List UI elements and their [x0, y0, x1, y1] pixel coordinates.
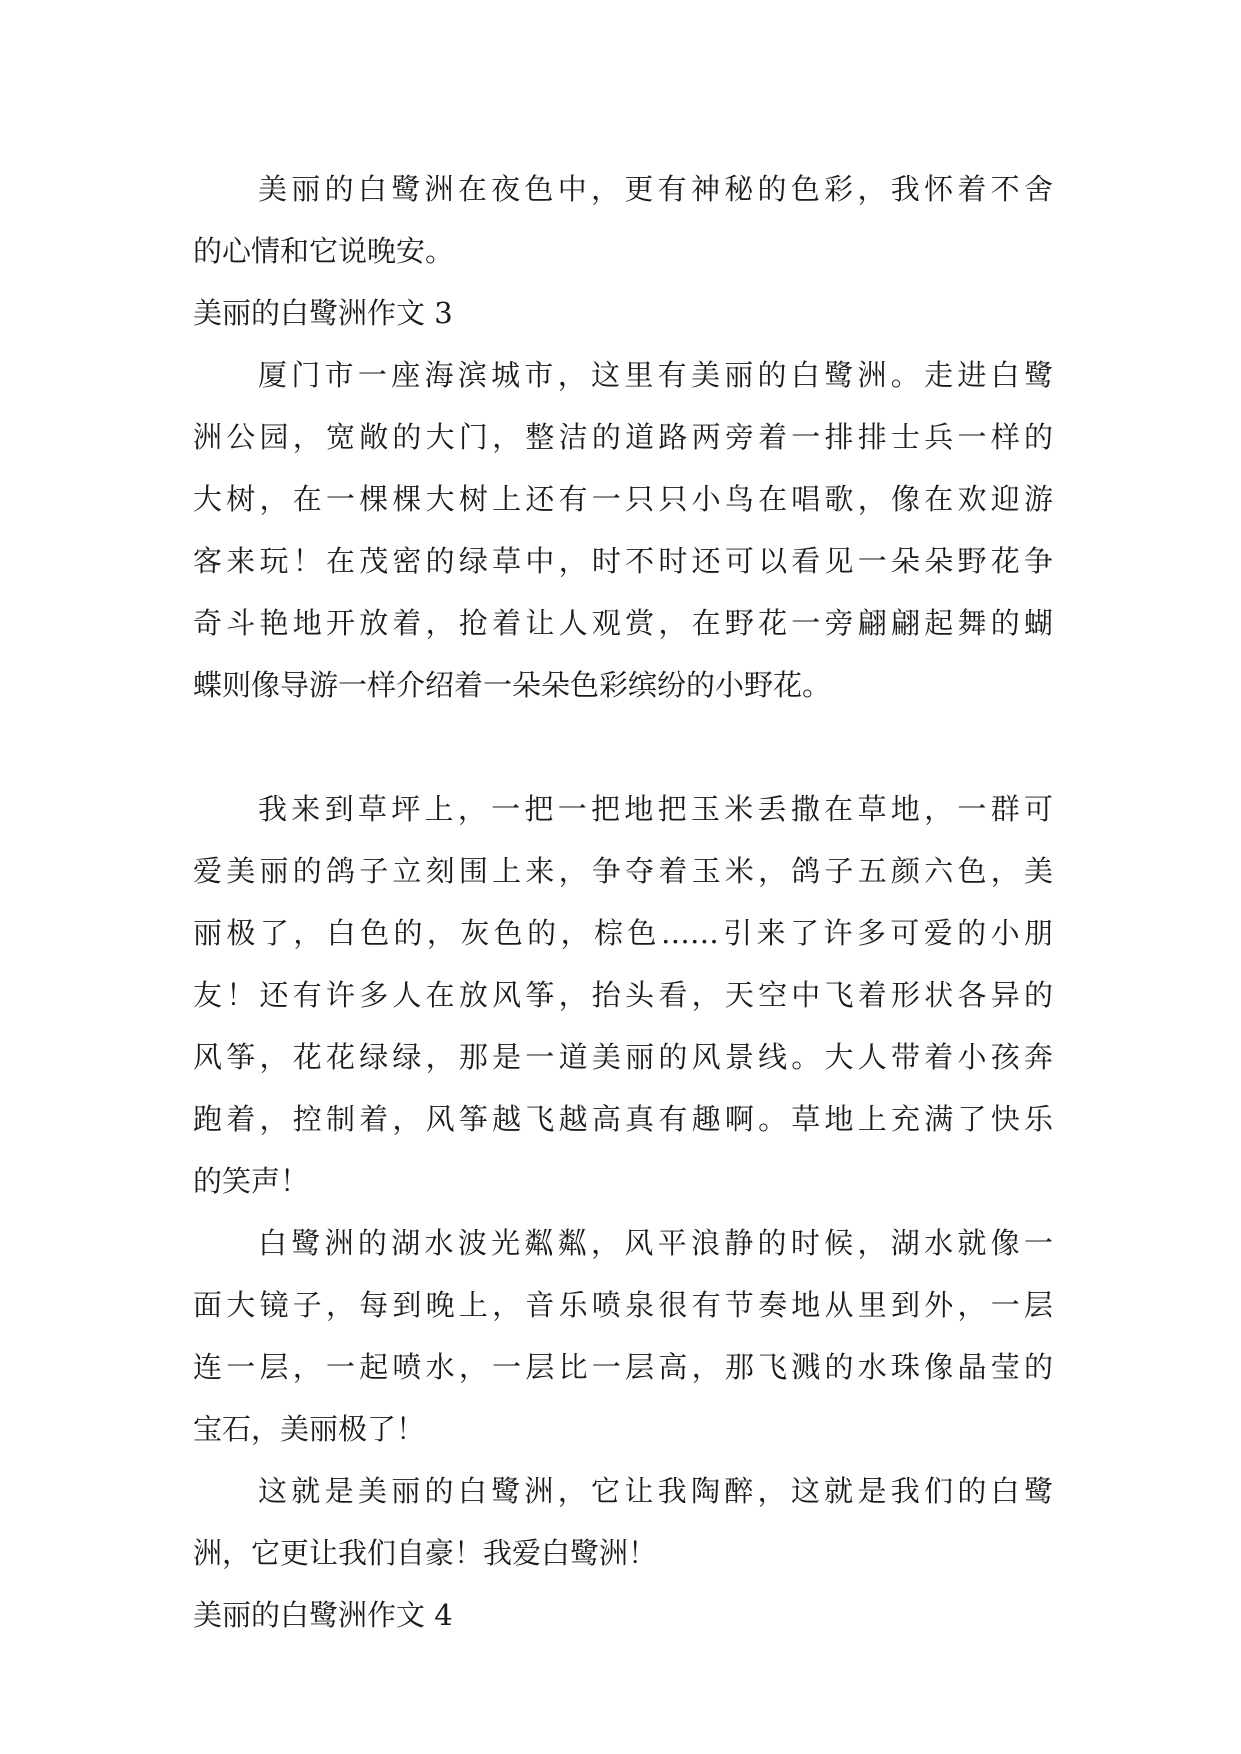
paragraph: [193, 778, 1053, 1212]
text-line: 的心情和它说晚安。: [193, 234, 455, 268]
text-line: 连一层，一起喷水，一层比一层高，那飞溅的水珠像晶莹的: [193, 1350, 1053, 1384]
text-line: 友！还有许多人在放风筝，抬头看，天空中飞着形状各异的: [193, 978, 1053, 1012]
paragraph-spacer: [193, 716, 1053, 778]
text-line: 爱美丽的鸽子立刻围上来，争夺着玉米，鸽子五颜六色，美: [193, 854, 1053, 888]
text-line: 奇斗艳地开放着，抢着让人观赏，在野花一旁翩翩起舞的蝴: [193, 606, 1053, 640]
paragraph: [193, 1460, 1053, 1584]
text-line: 蝶则像导游一样介绍着一朵朵色彩缤纷的小野花。: [193, 668, 832, 702]
paragraph: [193, 158, 1053, 282]
document-body: [193, 158, 1053, 1646]
text-line: 厦门市一座海滨城市，这里有美丽的白鹭洲。走进白鹭: [258, 358, 1053, 392]
text-line: 面大镜子，每到晚上，音乐喷泉很有节奏地从里到外，一层: [193, 1288, 1053, 1322]
text-line: 洲，它更让我们自豪！我爱白鹭洲！: [193, 1536, 658, 1570]
text-line: 宝石，美丽极了！: [193, 1412, 426, 1446]
paragraph: [193, 344, 1053, 716]
text-line: 白鹭洲的湖水波光粼粼，风平浪静的时候，湖水就像一: [258, 1226, 1053, 1260]
section-heading: 美丽的白鹭洲作文 4: [193, 1598, 453, 1632]
paragraph: [193, 1212, 1053, 1460]
text-line: 的笑声！: [193, 1164, 310, 1198]
text-line: 我来到草坪上，一把一把地把玉米丢撒在草地，一群可: [258, 792, 1053, 826]
text-line: 洲公园，宽敞的大门，整洁的道路两旁着一排排士兵一样的: [193, 420, 1053, 454]
text-line: 风筝，花花绿绿，那是一道美丽的风景线。大人带着小孩奔: [193, 1040, 1053, 1074]
text-line: 美丽的白鹭洲在夜色中，更有神秘的色彩，我怀着不舍: [258, 172, 1053, 206]
text-line: 大树，在一棵棵大树上还有一只只小鸟在唱歌，像在欢迎游: [193, 482, 1053, 516]
text-line: 丽极了，白色的，灰色的，棕色……引来了许多可爱的小朋: [193, 916, 1053, 950]
text-line: 客来玩！在茂密的绿草中，时不时还可以看见一朵朵野花争: [193, 544, 1053, 578]
section-heading: 美丽的白鹭洲作文 3: [193, 296, 453, 330]
text-line: 跑着，控制着，风筝越飞越高真有趣啊。草地上充满了快乐: [193, 1102, 1053, 1136]
text-line: 这就是美丽的白鹭洲，它让我陶醉，这就是我们的白鹭: [258, 1474, 1053, 1508]
